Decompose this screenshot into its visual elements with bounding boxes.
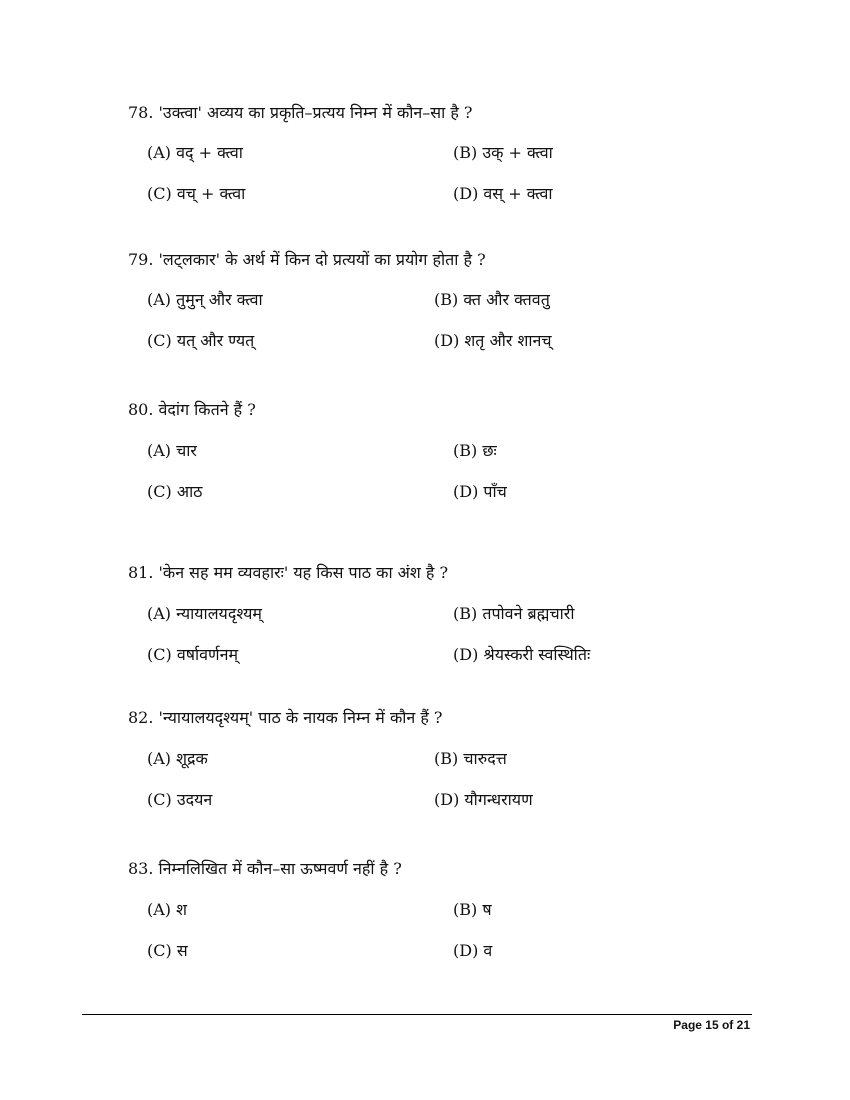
- option-b: (B) ष: [453, 900, 492, 919]
- option-a: (A) श: [147, 900, 188, 919]
- option-d: (D) व: [453, 941, 493, 960]
- option-d: (D) यौगन्धरायण: [434, 790, 533, 809]
- question-text: 78. 'उक्त्वा' अव्यय का प्रकृति–प्रत्यय निम्न में कौन–सा है ?: [128, 103, 473, 122]
- option-a: (A) शूद्रक: [147, 749, 208, 768]
- option-d: (D) श्रेयस्करी स्वस्थितिः: [453, 645, 591, 664]
- question-text: 82. 'न्यायालयदृश्यम्' पाठ के नायक निम्न में कौन हैं ?: [128, 708, 443, 727]
- question-text: 83. निम्नलिखित में कौन–सा ऊष्मवर्ण नहीं है ?: [128, 859, 402, 878]
- option-c: (C) वर्षावर्णनम्: [147, 645, 239, 664]
- option-b: (B) छः: [453, 441, 497, 460]
- option-c: (C) आठ: [147, 482, 203, 501]
- question-text: 79. 'लट्लकार' के अर्थ में किन दो प्रत्ययों का प्रयोग होता है ?: [128, 250, 486, 269]
- option-b: (B) उक् + क्त्वा: [453, 143, 553, 162]
- option-b: (B) क्त और क्तवतु: [434, 290, 550, 309]
- option-c: (C) यत् और ण्यत्: [147, 331, 255, 350]
- question-text: 80. वेदांग कितने हैं ?: [128, 400, 256, 419]
- option-a: (A) न्यायालयदृश्यम्: [147, 604, 262, 623]
- option-c: (C) उदयन: [147, 790, 213, 809]
- option-b: (B) तपोवने ब्रह्मचारी: [453, 604, 575, 623]
- option-a: (A) तुमुन् और क्त्वा: [147, 290, 263, 309]
- option-a: (A) वद् + क्त्वा: [147, 143, 243, 162]
- option-a: (A) चार: [147, 441, 197, 460]
- option-d: (D) शतृ और शानच्: [434, 331, 552, 350]
- question-text: 81. 'केन सह मम व्यवहारः' यह किस पाठ का अंश है ?: [128, 563, 449, 582]
- option-c: (C) वच् + क्त्वा: [147, 184, 246, 203]
- footer-divider: [82, 1014, 752, 1015]
- option-d: (D) वस् + क्त्वा: [453, 184, 553, 203]
- page-number: Page 15 of 21: [673, 1018, 750, 1032]
- option-b: (B) चारुदत्त: [434, 749, 507, 768]
- option-c: (C) स: [147, 941, 188, 960]
- option-d: (D) पाँच: [453, 482, 507, 501]
